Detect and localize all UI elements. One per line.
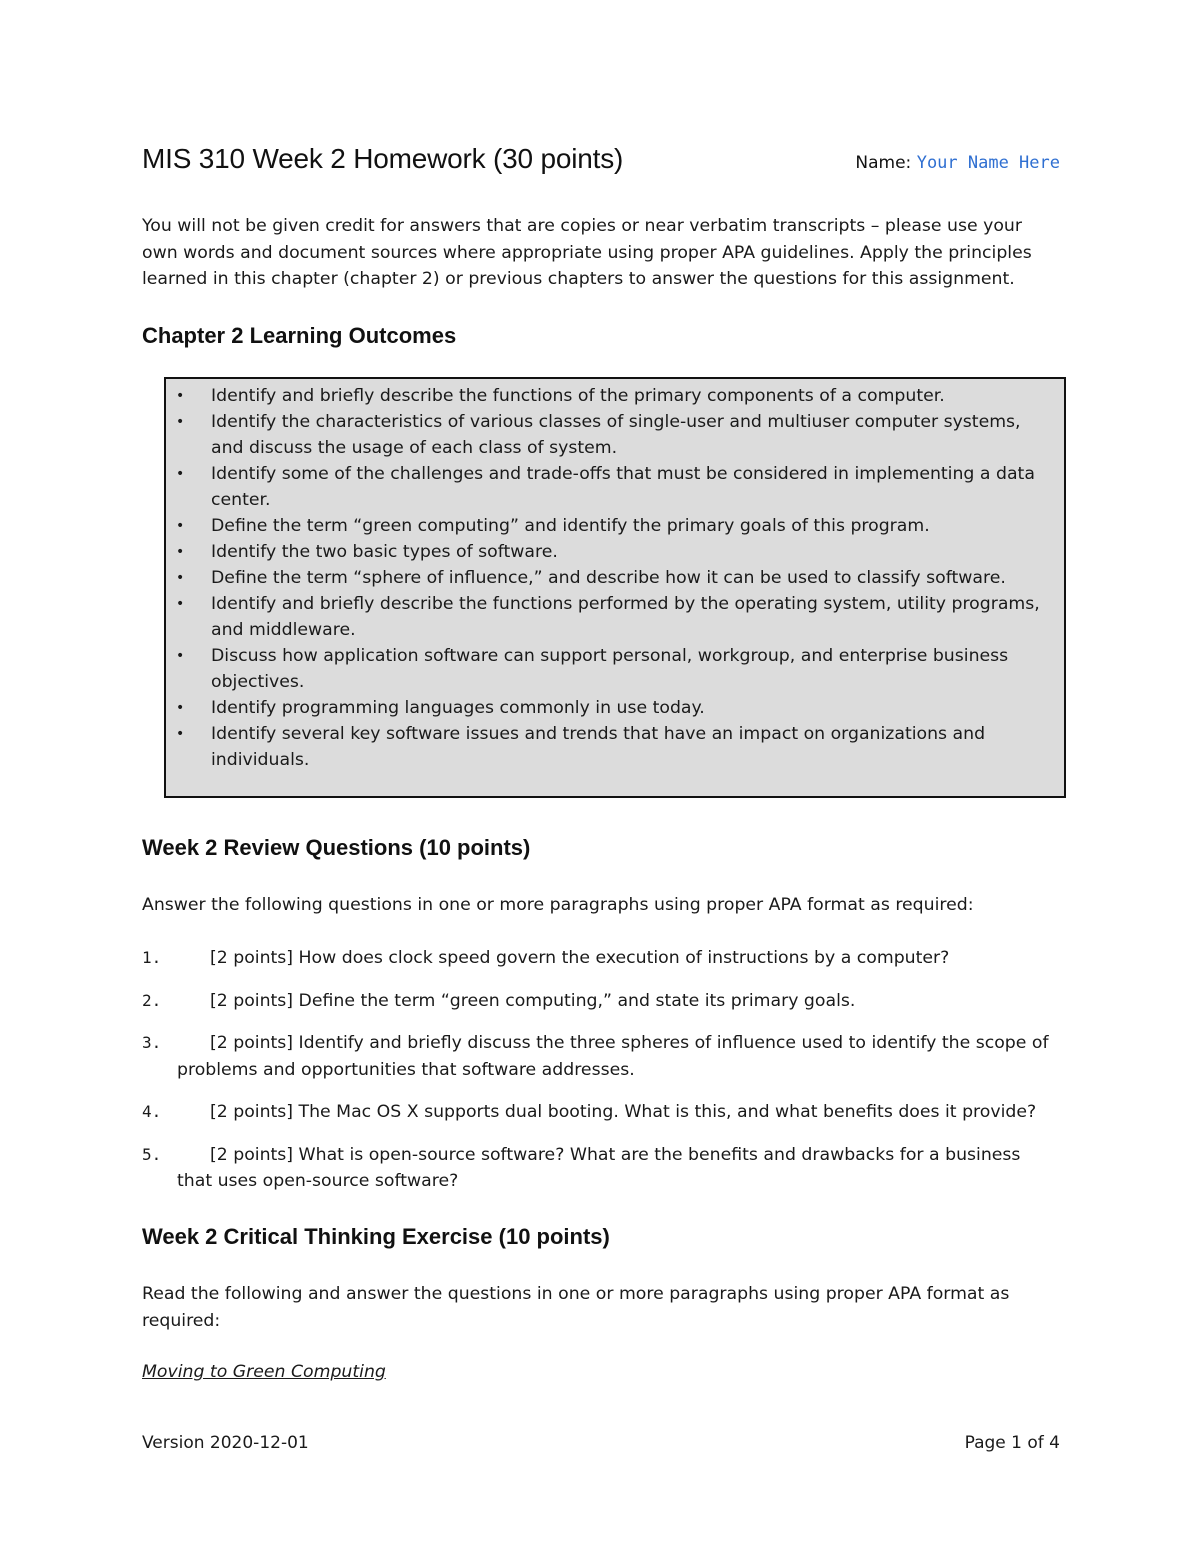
footer-page-number: Page 1 of 4 xyxy=(964,1433,1060,1453)
bullet-icon: • xyxy=(176,648,185,664)
outcome-item xyxy=(166,565,1064,591)
outcome-item xyxy=(166,721,1064,773)
question-item xyxy=(142,988,1060,1015)
bullet-icon: • xyxy=(176,700,185,716)
name-label: Name: xyxy=(855,153,912,173)
review-questions-list xyxy=(142,945,1060,1211)
critical-heading: Week 2 Critical Thinking Exercise (10 points) xyxy=(142,1224,610,1249)
outcome-text: Identify programming languages commonly in use today. xyxy=(211,698,705,718)
outcome-item xyxy=(166,643,1064,695)
question-item xyxy=(142,1030,1060,1083)
question-number: 5. xyxy=(142,1144,162,1164)
outcome-item xyxy=(166,383,1064,409)
question-number: 1. xyxy=(142,948,162,967)
name-value[interactable]: Your Name Here xyxy=(916,153,1060,173)
bullet-icon: • xyxy=(176,388,185,404)
outcome-item xyxy=(166,695,1064,721)
critical-intro: Read the following and answer the questions in one or more paragraphs using proper APA format as required: xyxy=(142,1284,1010,1331)
question-text: [2 points] What is open-source software? What are the benefits and drawbacks for a business that uses open-source software? xyxy=(177,1144,1021,1191)
outcome-text: Identify and briefly describe the functions performed by the operating system, utility programs, and middleware. xyxy=(211,594,1040,640)
outcomes-heading: Chapter 2 Learning Outcomes xyxy=(142,323,457,348)
outcome-text: Define the term “green computing” and identify the primary goals of this program. xyxy=(211,516,930,536)
question-text: [2 points] How does clock speed govern the execution of instructions by a computer? xyxy=(210,948,950,968)
question-number: 2. xyxy=(142,990,162,1010)
question-text: [2 points] Define the term “green computing,” and state its primary goals. xyxy=(210,990,856,1011)
outcomes-box xyxy=(164,377,1066,798)
case-study-title: Moving to Green Computing xyxy=(142,1362,386,1382)
question-number: 3. xyxy=(142,1033,162,1052)
bullet-icon: • xyxy=(176,596,185,612)
outcome-text: Identify the characteristics of various classes of single-user and multiuser computer systems, and discuss the usage of each class of system. xyxy=(211,412,1021,458)
outcome-item xyxy=(166,539,1064,565)
outcome-item xyxy=(166,591,1064,643)
question-item xyxy=(142,945,1060,972)
outcome-item xyxy=(166,461,1064,513)
bullet-icon: • xyxy=(176,466,185,482)
outcome-text: Identify the two basic types of software. xyxy=(211,542,558,562)
intro-paragraph: You will not be given credit for answers that are copies or near verbatim transcripts – please use your own words and document sources where appropriate using proper APA guidelines. Apply the principles learned in this chapter (chapter 2) or previous chapters to answer the questions for this assignment. xyxy=(142,216,1032,289)
question-number: 4. xyxy=(142,1102,162,1121)
bullet-icon: • xyxy=(176,544,185,560)
review-intro: Answer the following questions in one or more paragraphs using proper APA format as required: xyxy=(142,895,974,915)
outcome-item xyxy=(166,409,1064,461)
bullet-icon: • xyxy=(176,414,185,430)
page-title: MIS 310 Week 2 Homework (30 points) xyxy=(142,143,624,174)
question-text: [2 points] Identify and briefly discuss the three spheres of influence used to identify the scope of problems and opportunities that software addresses. xyxy=(177,1033,1049,1080)
name-field xyxy=(855,153,1060,173)
outcome-item xyxy=(166,513,1064,539)
outcome-text: Define the term “sphere of influence,” and describe how it can be used to classify software. xyxy=(211,568,1006,588)
outcomes-list xyxy=(166,379,1064,773)
bullet-icon: • xyxy=(176,518,185,534)
title-row xyxy=(142,143,1060,175)
footer-version: Version 2020-12-01 xyxy=(142,1433,309,1453)
outcome-text: Discuss how application software can support personal, workgroup, and enterprise business objectives. xyxy=(211,646,1009,692)
question-text: [2 points] The Mac OS X supports dual booting. What is this, and what benefits does it provide? xyxy=(210,1102,1037,1122)
bullet-icon: • xyxy=(176,726,185,742)
bullet-icon: • xyxy=(176,570,185,586)
question-item xyxy=(142,1142,1060,1195)
question-item xyxy=(142,1099,1060,1126)
outcome-text: Identify several key software issues and trends that have an impact on organizations and individuals. xyxy=(211,724,986,770)
outcome-text: Identify and briefly describe the functions of the primary components of a computer. xyxy=(211,386,945,406)
outcome-text: Identify some of the challenges and trade-offs that must be considered in implementing a data center. xyxy=(211,464,1035,510)
review-heading: Week 2 Review Questions (10 points) xyxy=(142,835,531,860)
